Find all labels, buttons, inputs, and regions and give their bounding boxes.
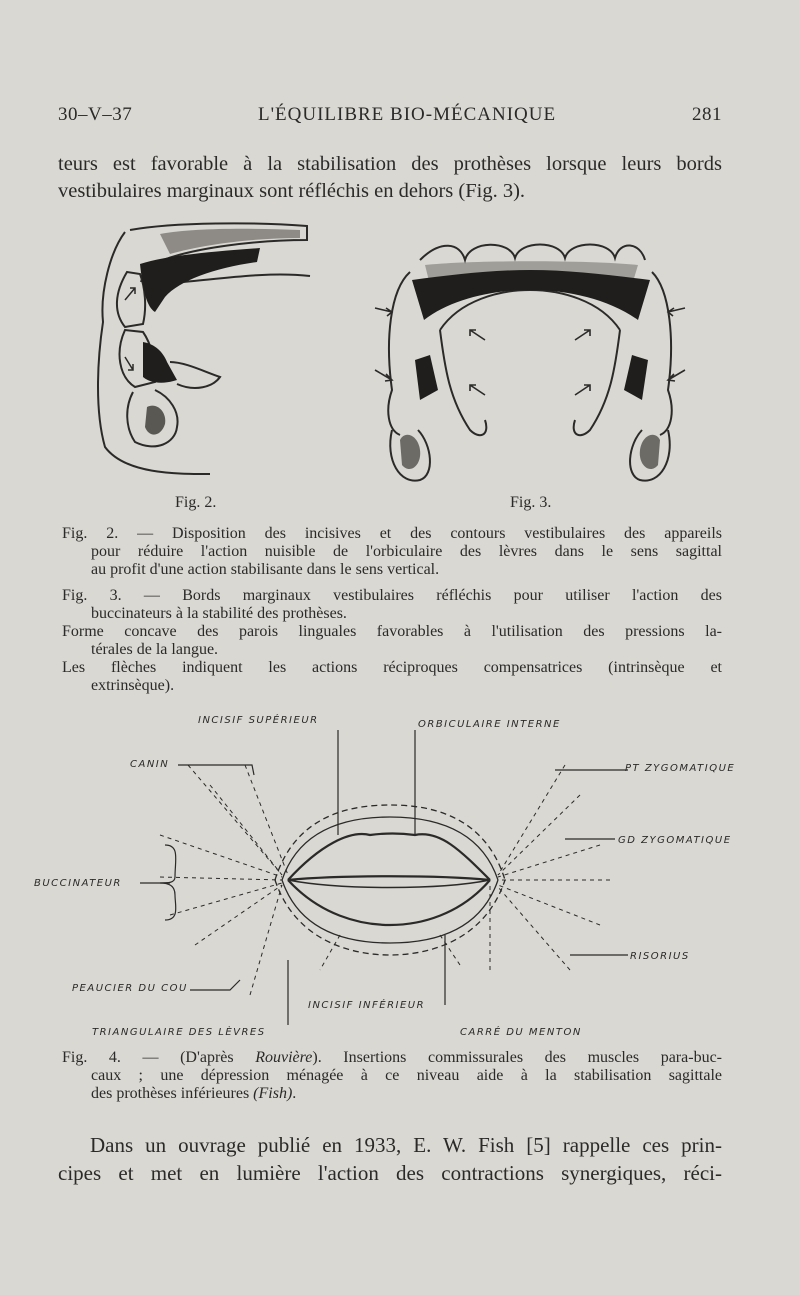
caption-fig4-line3-end: . bbox=[292, 1085, 297, 1102]
body-line-1: Dans un ouvrage publié en 1933, E. W. Fish [5] rappelle ces prin- bbox=[90, 1133, 722, 1157]
caption-fig4-line-3 bbox=[91, 1085, 296, 1103]
caption-fig3-line-4: térales de la langue. bbox=[91, 641, 219, 658]
caption-fig4-line3-start: des prothèses inférieures bbox=[91, 1085, 254, 1102]
label-incisif-superieur: Incisif supérieur bbox=[198, 715, 319, 726]
caption-fig4-fish-ref: (Fish) bbox=[253, 1085, 293, 1102]
caption-fig4-line1-end: ). Insertions commissurales des muscles para-buc- bbox=[312, 1049, 722, 1066]
caption-fig2-line-1: Fig. 2. — Disposition des incisives et des contours vestibulaires des appareils bbox=[62, 525, 722, 542]
header-title: L'ÉQUILIBRE BIO-MÉCANIQUE bbox=[258, 104, 557, 125]
header-left-date: 30–V–37 bbox=[58, 104, 133, 125]
figure-2-drawing bbox=[85, 212, 325, 482]
caption-fig2-line-3: au profit d'une action stabilisante dans le sens vertical. bbox=[91, 561, 440, 578]
label-gd-zygomatique: Gd Zygomatique bbox=[618, 835, 732, 846]
caption-fig4-author: Rouvière bbox=[255, 1049, 313, 1066]
body-line-2: cipes et met en lumière l'action des contractions synergiques, réci- bbox=[58, 1161, 722, 1185]
label-pt-zygomatique: Pt Zygomatique bbox=[625, 763, 736, 774]
caption-fig2-line-2: pour réduire l'action nuisible de l'orbiculaire des lèvres dans le sens sagittal bbox=[91, 543, 722, 560]
caption-fig4-prefix: Fig. 4. — (D'après bbox=[62, 1049, 256, 1066]
caption-fig3-line-3: Forme concave des parois linguales favorables à l'utilisation des pressions la- bbox=[62, 623, 722, 640]
label-carre-du-menton: Carré du menton bbox=[460, 1027, 582, 1038]
label-incisif-inferieur: Incisif inférieur bbox=[308, 1000, 426, 1011]
label-orbiculaire-interne: Orbiculaire interne bbox=[418, 719, 561, 730]
label-buccinateur: Buccinateur bbox=[34, 878, 122, 889]
label-canin: Canin bbox=[130, 759, 170, 770]
caption-fig4-line-2: caux ; une dépression ménagée à ce niveau aide à la stabilisation sagittale bbox=[91, 1067, 722, 1084]
label-peaucier-du-cou: Peaucier du cou bbox=[72, 983, 188, 994]
label-risorius: Risorius bbox=[630, 951, 690, 962]
caption-fig3-line-2: buccinateurs à la stabilité des prothèses. bbox=[91, 605, 347, 622]
page-number: 281 bbox=[692, 104, 722, 125]
caption-fig3-line-5: Les flèches indiquent les actions réciproques compensatrices (intrinsèque et bbox=[62, 659, 722, 676]
figure-2-label: Fig. 2. bbox=[175, 494, 217, 511]
intro-line-2: vestibulaires marginaux sont réfléchis en dehors (Fig. 3). bbox=[58, 180, 526, 202]
intro-line-1: teurs est favorable à la stabilisation des prothèses lorsque leurs bords bbox=[58, 153, 722, 175]
figure-3-label: Fig. 3. bbox=[510, 494, 552, 511]
figure-4-diagram bbox=[20, 705, 780, 1040]
figure-3-drawing bbox=[370, 230, 690, 488]
caption-fig3-line-1: Fig. 3. — Bords marginaux vestibulaires réfléchis pour utiliser l'action des bbox=[62, 587, 722, 604]
label-triangulaire-des-levres: Triangulaire des lèvres bbox=[92, 1027, 266, 1038]
caption-fig4-line-1 bbox=[62, 1049, 722, 1067]
caption-fig3-line-6: extrinsèque). bbox=[91, 677, 175, 694]
